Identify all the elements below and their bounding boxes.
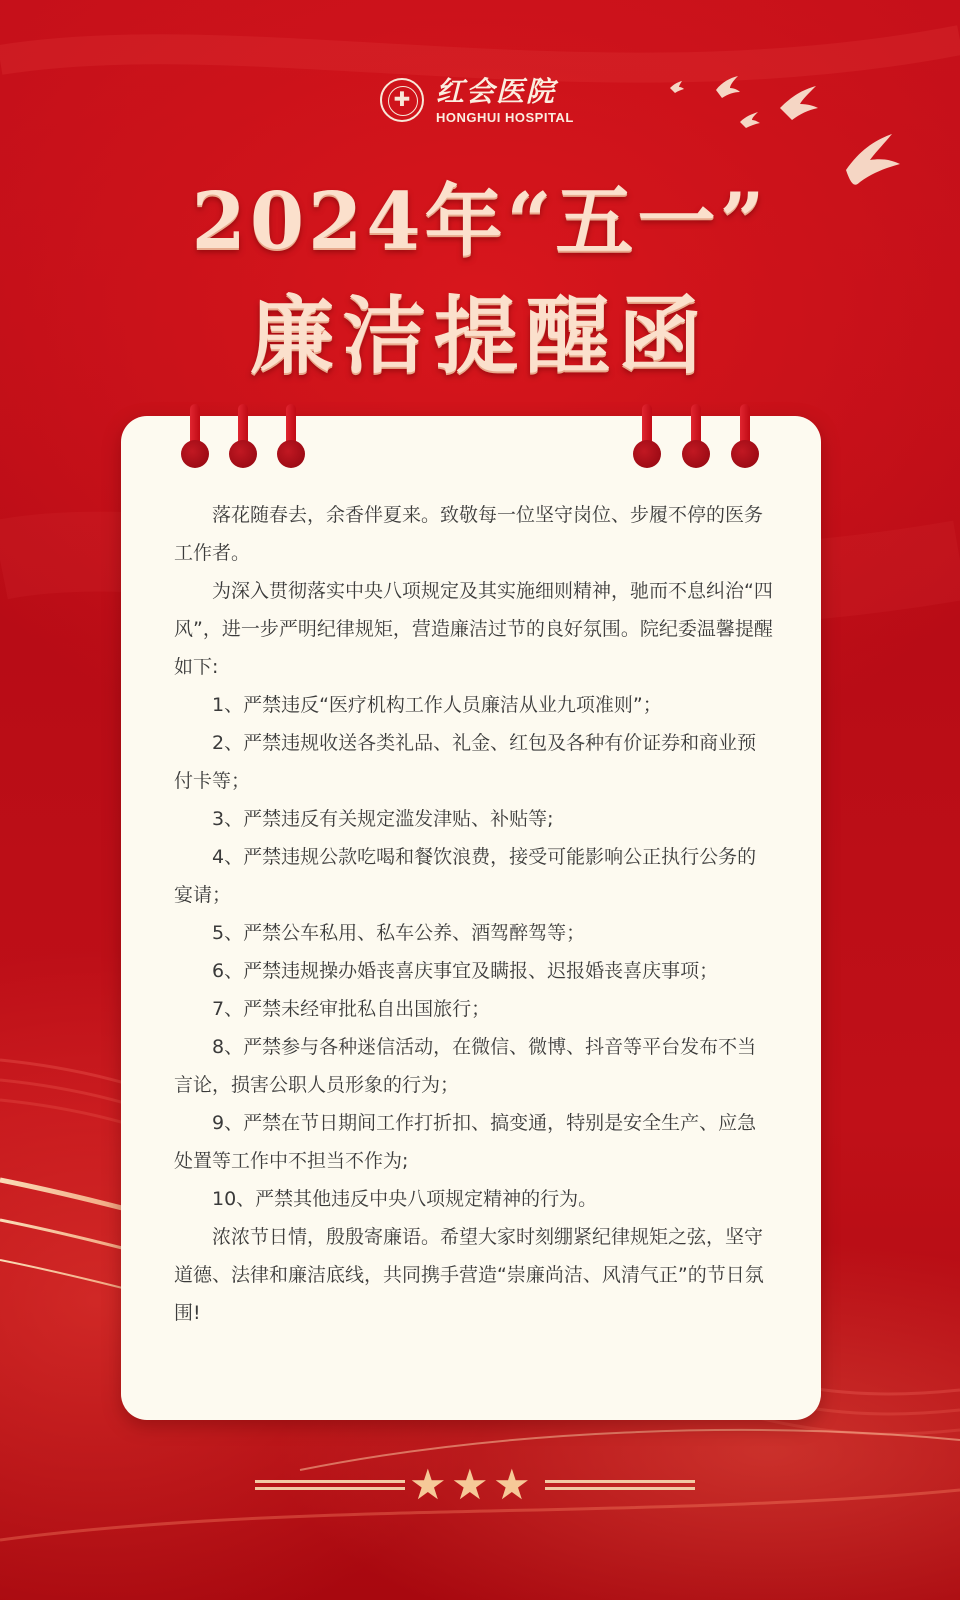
binder-ring-icon [633,404,661,474]
binder-ring-icon [229,404,257,474]
letter-paragraph: 1、严禁违反“医疗机构工作人员廉洁从业九项准则”； [212,694,662,716]
footer-ornament [255,1462,695,1512]
letter-paragraph: 5、严禁公车私用、私车公养、酒驾醉驾等； [212,922,586,944]
logo-english-name: HONGHUI HOSPITAL [436,110,574,125]
star-icon: ★ [493,1460,531,1509]
letter-paragraph: 9、严禁在节日期间工作打折扣、搞变通，特别是安全生产、应急处置等工作中不担当不作为; [174,1112,757,1172]
hospital-logo [380,74,590,130]
logo-chinese-name: 红会医院 [436,75,557,108]
star-icon: ★ [409,1460,447,1509]
footer-line-left [255,1480,405,1490]
title-line-1: 2024年“五一” [191,176,769,267]
binder-ring-icon [181,404,209,474]
letter-paragraph: 4、严禁违规公款吃喝和餐饮浪费，接受可能影响公正执行公务的宴请； [174,846,757,906]
letter-paragraph: 8、严禁参与各种迷信活动，在微信、微博、抖音等平台发布不当言论，损害公职人员形象的行为； [174,1036,757,1096]
letter-paragraph: 6、严禁违规操办婚丧喜庆事宜及瞒报、迟报婚丧喜庆事项； [212,960,719,982]
title-line-2: 廉洁提醒函 [249,286,710,385]
star-icon: ★ [451,1460,489,1509]
footer-line-right [545,1480,695,1490]
hospital-seal-icon [380,78,424,122]
letter-paragraph: 为深入贯彻落实中央八项规定及其实施细则精神，驰而不息纠治“四风”，进一步严明纪律规矩，营造廉洁过节的良好氛围。院纪委温馨提醒如下: [174,580,773,678]
letter-paragraph: 浓浓节日情，殷殷寄廉语。希望大家时刻绷紧纪律规矩之弦，坚守道德、法律和廉洁底线，共同携手营造“崇廉尚洁、风清气正”的节日氛围! [174,1226,764,1324]
letter-paragraph: 2、严禁违规收送各类礼品、礼金、红包及各种有价证券和商业预付卡等； [174,732,757,792]
letter-paragraph: 落花随春去，余香伴夏来。致敬每一位坚守岗位、步履不停的医务工作者。 [174,504,764,564]
binder-ring-icon [277,404,305,474]
letter-paragraph: 10、严禁其他违反中央八项规定精神的行为。 [212,1188,598,1210]
letter-content [174,496,774,1332]
binder-ring-icon [731,404,759,474]
binder-ring-icon [682,404,710,474]
letter-paragraph: 7、严禁未经审批私自出国旅行； [212,998,491,1020]
letter-paragraph: 3、严禁违反有关规定滥发津贴、补贴等; [212,808,554,830]
flying-birds-icon [660,60,920,190]
